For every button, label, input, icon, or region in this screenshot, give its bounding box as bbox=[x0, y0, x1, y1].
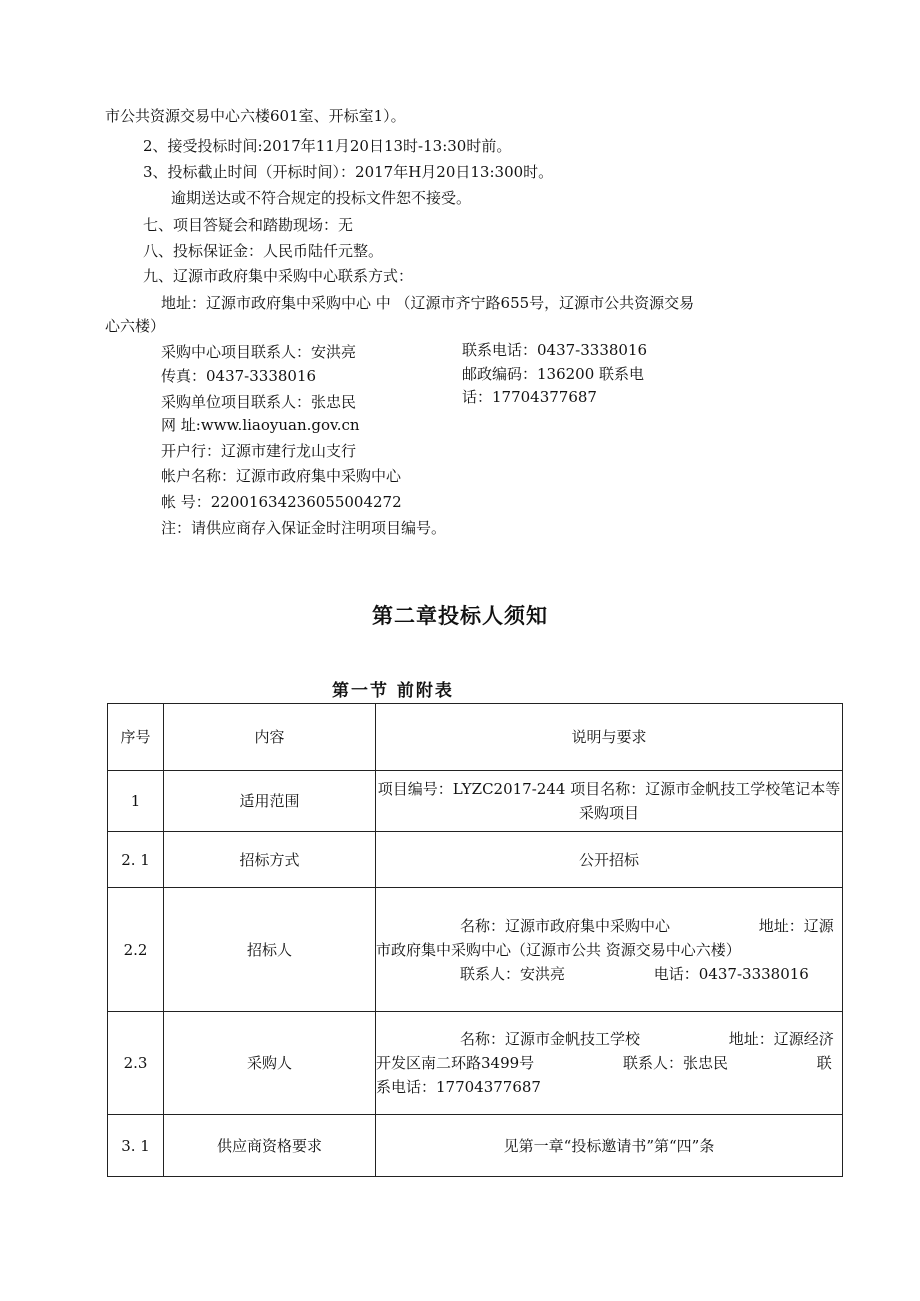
row-no: 2.2 bbox=[108, 888, 164, 1012]
text-line: 逾期送达或不符合规定的投标文件恕不接受。 bbox=[171, 189, 472, 207]
text-line: 市公共资源交易中心六楼601室、开标室1）。 bbox=[105, 107, 406, 125]
row-description bbox=[376, 888, 843, 1012]
table-row bbox=[108, 888, 843, 1012]
desc-line: 见第一章“投标邀请书”第“四”条 bbox=[503, 1136, 715, 1155]
header-no: 序号 bbox=[108, 704, 164, 771]
desc-line: 名称：辽源市政府集中采购中心 bbox=[460, 916, 671, 935]
row-description bbox=[376, 1012, 843, 1115]
row-description bbox=[376, 771, 843, 832]
contact-left-line: 采购单位项目联系人：张忠民 bbox=[161, 393, 357, 411]
row-no: 2.3 bbox=[108, 1012, 164, 1115]
desc-line: 资源交易中心六楼） bbox=[605, 940, 741, 959]
text-line: 3、投标截止时间（开标时间）：2017年H月20日13:300时。 bbox=[143, 163, 554, 181]
contact-left-line: 网 址:www.liaoyuan.gov.cn bbox=[161, 416, 360, 434]
desc-line: 名称：辽源市金帆技工学校 bbox=[460, 1030, 641, 1048]
address-line-cont: 心六楼） bbox=[105, 317, 166, 335]
contact-right-line: 邮政编码：136200 联系电 bbox=[462, 365, 645, 383]
table-header-row bbox=[108, 704, 843, 771]
contact-right-line: 联系电话：0437-3338016 bbox=[462, 341, 648, 359]
row-item: 供应商资格要求 bbox=[164, 1115, 376, 1177]
row-item: 招标人 bbox=[164, 888, 376, 1012]
table-row bbox=[108, 771, 843, 832]
row-no: 3. 1 bbox=[108, 1115, 164, 1177]
row-no: 2. 1 bbox=[108, 832, 164, 888]
row-item: 适用范围 bbox=[164, 771, 376, 832]
row-description bbox=[376, 832, 843, 888]
text-line: 八、投标保证金：人民币陆仟元整。 bbox=[143, 242, 384, 260]
contact-right-line: 话：17704377687 bbox=[462, 388, 597, 406]
contact-left-line: 帐 号：22001634236055004272 bbox=[161, 493, 402, 511]
desc-line: 地址：辽源市政府集中采购中心（辽源市公共 bbox=[376, 916, 834, 959]
desc-line: 项目名称：辽源市金帆技工学校笔记本等采购项目 bbox=[570, 780, 841, 822]
contact-left-line: 开户行：辽源市建行龙山支行 bbox=[161, 442, 357, 460]
contact-left-line: 注：请供应商存入保证金时注明项目编号。 bbox=[161, 519, 447, 537]
address-line: 地址：辽源市政府集中采购中心 中 （辽源市齐宁路655号，辽源市公共资源交易 bbox=[161, 294, 695, 312]
text-line: 九、辽源市政府集中采购中心联系方式： bbox=[143, 267, 414, 285]
desc-line: 地址：辽源经济开发区南二环路3499号 bbox=[376, 1030, 834, 1072]
desc-line: 公开招标 bbox=[578, 850, 639, 869]
row-item: 招标方式 bbox=[164, 832, 376, 888]
text-line: 2、接受投标时间:2017年11月20日13时-13:30时前。 bbox=[143, 137, 512, 155]
desc-line: 联系人：张忠民 bbox=[622, 1054, 728, 1072]
text-line: 七、项目答疑会和踏勘现场：无 bbox=[143, 216, 354, 234]
header-content: 内容 bbox=[164, 704, 376, 771]
desc-line: 联系人：安洪亮 bbox=[460, 964, 566, 983]
desc-line: 电话：0437-3338016 bbox=[653, 964, 809, 983]
contact-left-line: 采购中心项目联系人：安洪亮 bbox=[161, 343, 357, 361]
front-attachment-table bbox=[107, 703, 843, 1177]
desc-line: 联系电话：17704377687 bbox=[376, 1054, 832, 1096]
table-row bbox=[108, 1115, 843, 1177]
row-description bbox=[376, 1115, 843, 1177]
contact-left-line: 传真：0437-3338016 bbox=[161, 367, 317, 385]
row-no: 1 bbox=[108, 771, 164, 832]
table-row bbox=[108, 832, 843, 888]
header-description: 说明与要求 bbox=[376, 704, 843, 771]
contact-left-line: 帐户名称：辽源市政府集中采购中心 bbox=[161, 467, 402, 485]
desc-line: 项目编号：LYZC2017-244 bbox=[377, 780, 566, 798]
chapter-title: 第二章投标人须知 bbox=[372, 604, 548, 628]
row-item: 采购人 bbox=[164, 1012, 376, 1115]
table-row bbox=[108, 1012, 843, 1115]
section-title: 第一节 前附表 bbox=[332, 681, 454, 701]
